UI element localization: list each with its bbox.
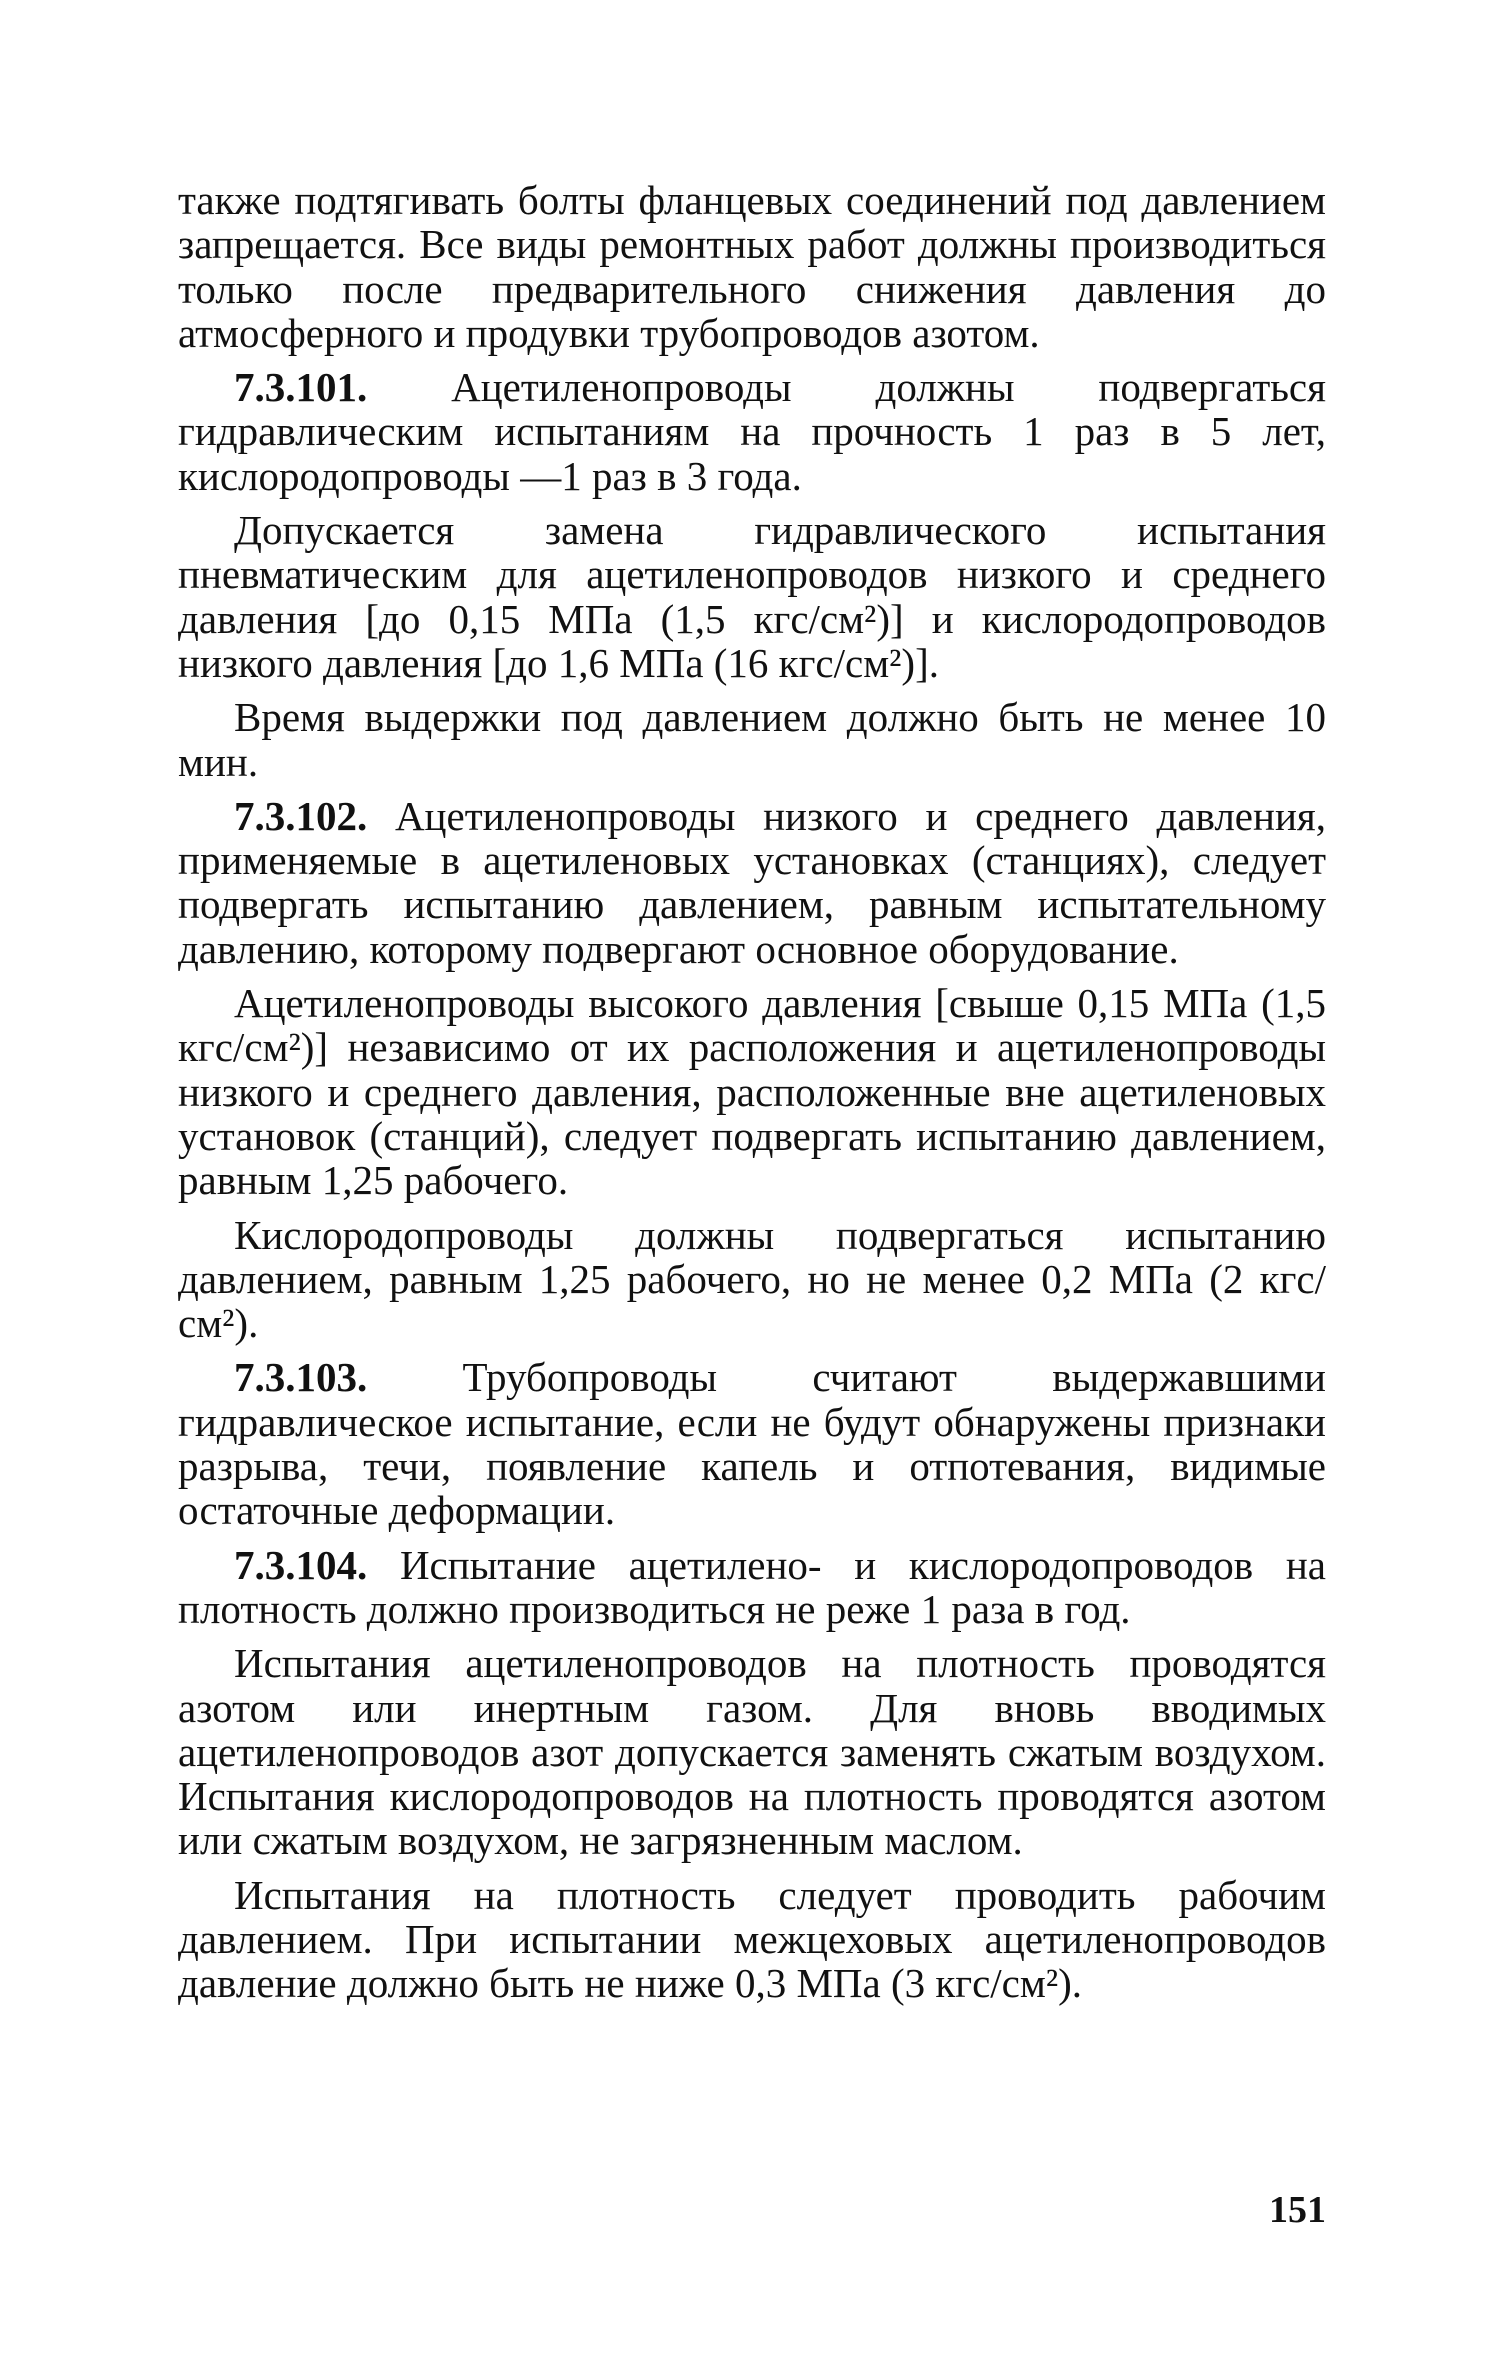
body-text: [178, 178, 1326, 2016]
paragraph: [178, 508, 1326, 685]
paragraph: [178, 1641, 1326, 1862]
paragraph-text: Допускается замена гидравлического испытания пневматическим для ацетиленопроводов низкого и среднего давления [до 0,15 МПа (1,5 кгс/см²)] и кислородопроводов низкого давления [до 1,6 МПа (16 кгс/см²)].: [178, 507, 1326, 686]
paragraph-7-3-104: [178, 1543, 1326, 1632]
paragraph-text: также подтягивать болты фланцевых соединений под давлением запрещается. Все виды ремонтных работ должны производиться только после предварительного снижения давления до атмосферного и продувки трубопроводов азотом.: [178, 177, 1326, 356]
clause-number: 7.3.101.: [234, 364, 368, 411]
page-number: 151: [1269, 2189, 1326, 2231]
paragraph: [178, 695, 1326, 784]
paragraph: [178, 1213, 1326, 1346]
paragraph-text: Ацетиленопроводы низкого и среднего давления, применяемые в ацетиленовых установках (станциях), следует подвергать испытанию давлением, равным испытательному давлению, которому подвергают основное оборудование.: [178, 792, 1326, 972]
paragraph-text: Испытания ацетиленопроводов на плотность проводятся азотом или инертным газом. Для вновь вводимых ацетиленопроводов азот допускается заменять сжатым воздухом. Испытания кислородопроводов на плотность проводятся азотом или сжатым воздухом, не загрязненным маслом.: [178, 1640, 1326, 1864]
paragraph-text: Ацетиленопроводы высокого давления [свыше 0,15 МПа (1,5 кгс/см²)] независимо от их расположения и ацетиленопроводы низкого и среднего давления, расположенные вне ацетиленовых установок (станций), следует подвергать испытанию давлением, равным 1,25 рабочего.: [178, 980, 1326, 1204]
paragraph-7-3-102: [178, 794, 1326, 971]
clause-number: 7.3.102.: [234, 792, 368, 839]
paragraph-text: Кислородопроводы должны подвергаться испытанию давлением, равным 1,25 рабочего, но не менее 0,2 МПа (2 кгс/см²).: [178, 1211, 1326, 1347]
clause-number: 7.3.103.: [234, 1354, 368, 1401]
clause-number: 7.3.104.: [234, 1541, 368, 1588]
paragraph-text: Испытание ацетилено- и кислородопроводов на плотность должно производиться не реже 1 раза в год.: [178, 1541, 1326, 1632]
paragraph-7-3-101: [178, 365, 1326, 498]
paragraph: [178, 1873, 1326, 2006]
paragraph-text: Ацетиленопроводы должны подвергаться гидравлическим испытаниям на прочность 1 раз в 5 лет, кислородопроводы —1 раз в 3 года.: [178, 364, 1326, 499]
paragraph-text: Время выдержки под давлением должно быть не менее 10 мин.: [178, 694, 1326, 785]
paragraph-text: Испытания на плотность следует проводить рабочим давлением. При испытании межцеховых ацетиленопроводов давление должно быть не ниже 0,3 МПа (3 кгс/см²).: [178, 1871, 1326, 2007]
paragraph: [178, 981, 1326, 1202]
paragraph-text: Трубопроводы считают выдержавшими гидравлическое испытание, если не будут обнаружены признаки разрыва, течи, появление капель и отпотевания, видимые остаточные деформации.: [178, 1354, 1326, 1534]
paragraph-7-3-103: [178, 1355, 1326, 1532]
paragraph-continuation: [178, 178, 1326, 355]
